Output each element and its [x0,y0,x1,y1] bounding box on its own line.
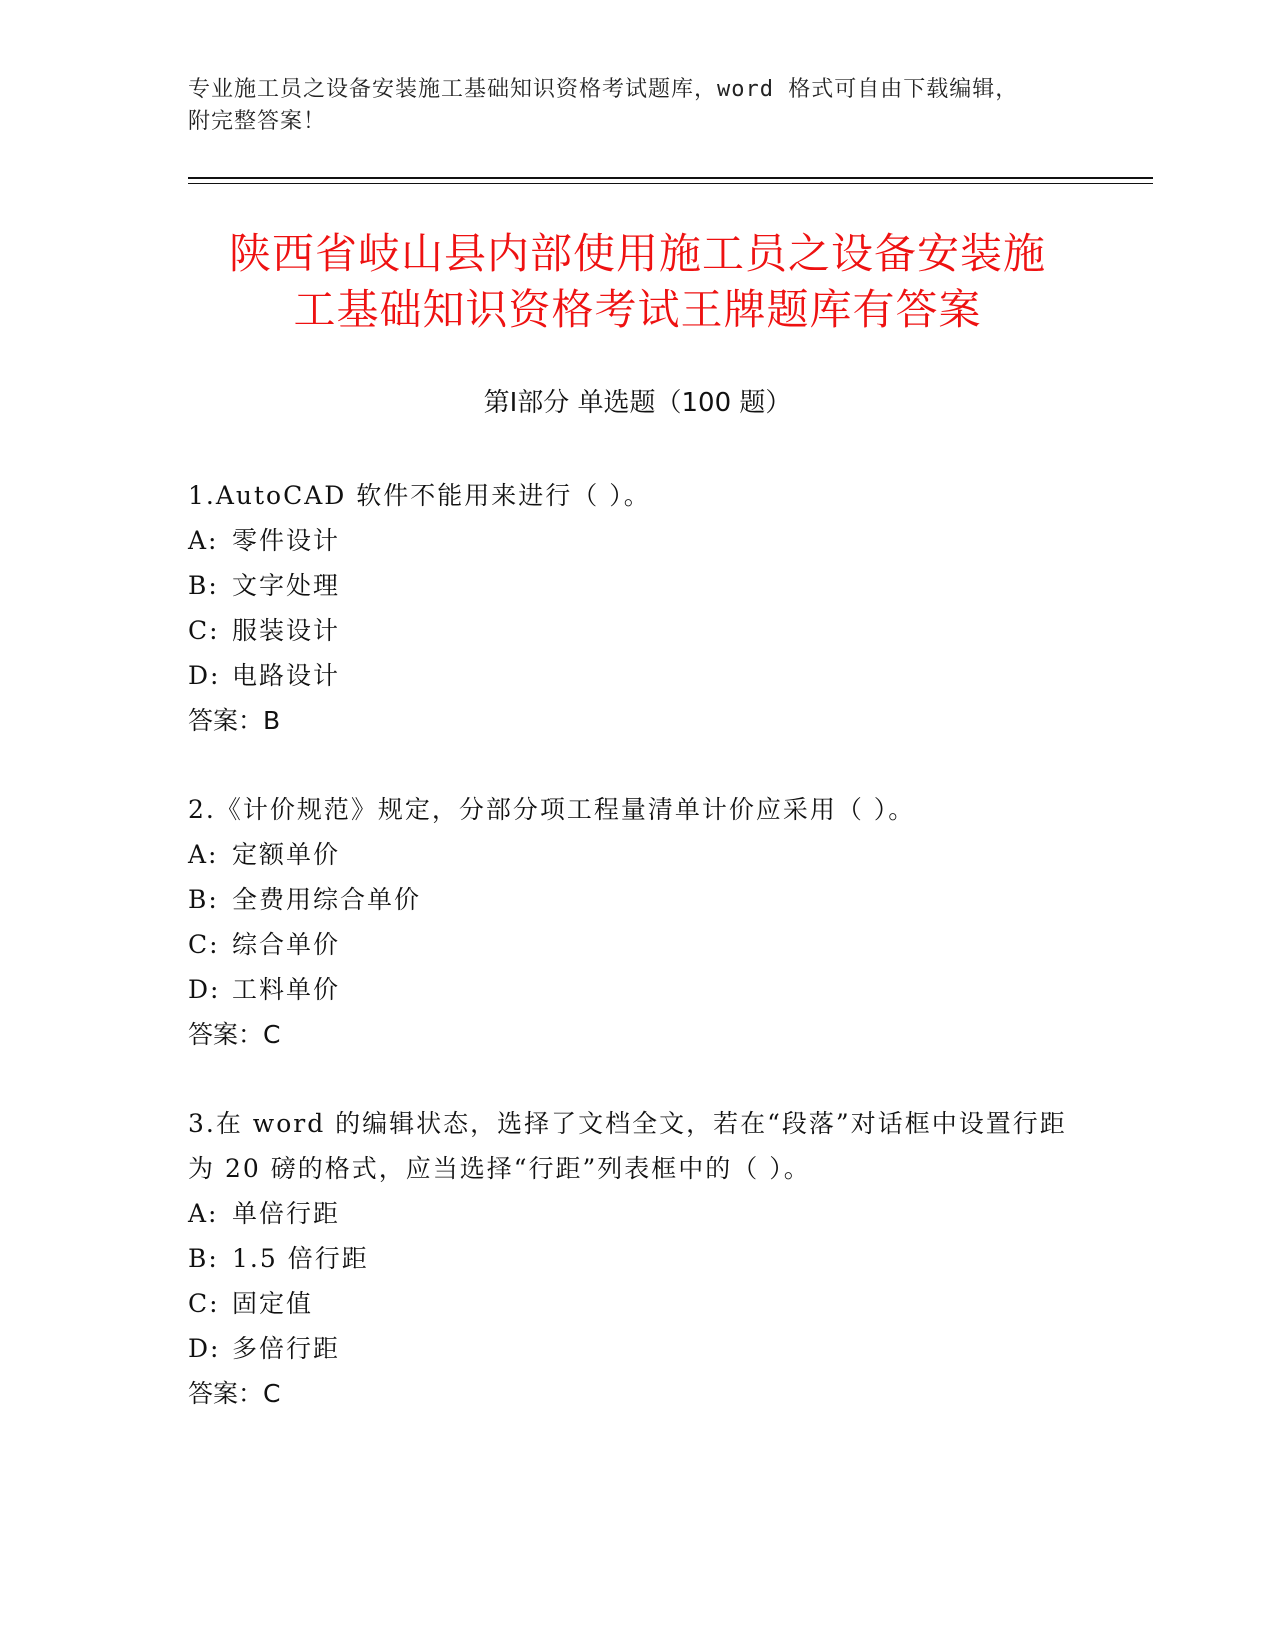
option-a [188,518,1088,563]
question-3 [188,1101,1088,1416]
option-a [188,832,1088,877]
option-text: 电路设计 [232,661,341,690]
option-text: 全费用综合单价 [232,885,422,914]
option-key: C: [188,616,220,645]
option-key: B: [188,571,219,600]
option-text: 单倍行距 [232,1199,341,1228]
question-stem: 2.《计价规范》规定，分部分项工程量清单计价应采用（ ）。 [188,795,916,824]
question-stem: 3.在 word 的编辑状态，选择了文档全文，若在“段落”对话框中设置行距为 20 磅的格式，应当选择“行距”列表框中的（ ）。 [188,1109,1067,1183]
header-divider-thin [188,183,1153,184]
header-divider-thick [188,177,1153,179]
question-2 [188,787,1088,1057]
section-heading: 第Ⅰ部分 单选题（100 题） [483,388,792,418]
document-title-line-1: 陕西省岐山县内部使用施工员之设备安装施 [228,229,1046,278]
header-note-line-2: 附完整答案！ [188,109,327,134]
option-d [188,653,1088,698]
option-d [188,1326,1088,1371]
option-key: A: [188,1199,219,1228]
option-key: B: [188,1244,219,1273]
option-key: B: [188,885,219,914]
option-c [188,608,1088,653]
option-key: D: [188,661,221,690]
option-text: 工料单价 [232,975,341,1004]
answer-line: 答案：C [188,1020,281,1049]
header-note [188,74,1088,138]
option-c [188,1281,1088,1326]
option-key: C: [188,1289,220,1318]
header-note-line-1: 专业施工员之设备安装施工基础知识资格考试题库，word 格式可自由下载编辑， [188,77,1019,102]
option-key: D: [188,975,221,1004]
option-text: 服装设计 [232,616,341,645]
option-text: 综合单价 [232,930,341,959]
option-c [188,922,1088,967]
option-key: A: [188,840,219,869]
option-text: 多倍行距 [232,1334,341,1363]
option-b [188,563,1088,608]
question-list [188,473,1088,1460]
option-key: A: [188,526,219,555]
option-d [188,967,1088,1012]
option-text: 零件设计 [232,526,341,555]
question-1 [188,473,1088,743]
option-text: 文字处理 [232,571,341,600]
answer-line: 答案：B [188,706,281,735]
option-key: D: [188,1334,221,1363]
question-stem: 1.AutoCAD 软件不能用来进行（ ）。 [188,481,651,510]
option-b [188,1236,1088,1281]
option-b [188,877,1088,922]
option-text: 1.5 倍行距 [232,1244,369,1273]
answer-line: 答案：C [188,1379,281,1408]
option-a [188,1191,1088,1236]
document-title [150,226,1125,338]
option-text: 固定值 [232,1289,314,1318]
option-key: C: [188,930,220,959]
document-title-line-2: 工基础知识资格考试王牌题库有答案 [293,285,982,334]
option-text: 定额单价 [232,840,341,869]
